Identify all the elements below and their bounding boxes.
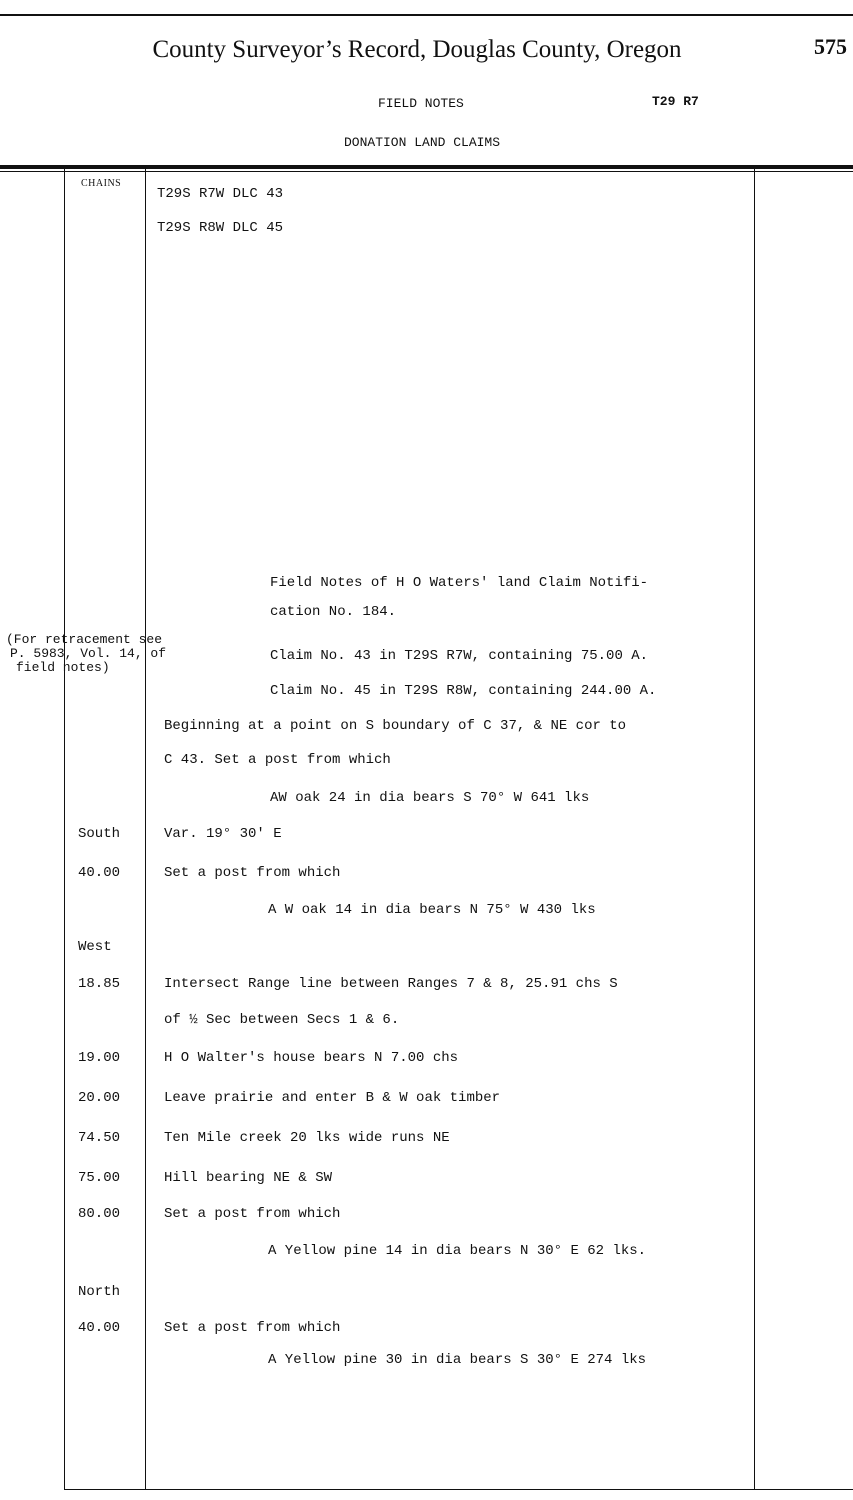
chain-value: 19.00 xyxy=(78,1050,121,1066)
record-title: County Surveyor’s Record, Douglas County, Oregon xyxy=(152,36,682,63)
entry-text: Leave prairie and enter B & W oak timber xyxy=(164,1090,501,1106)
bottom-border-line xyxy=(64,1489,853,1490)
entry-row xyxy=(0,1130,853,1154)
entry-row xyxy=(0,1090,853,1114)
margin-note-line: (For retracement see xyxy=(6,632,163,647)
entry-row xyxy=(0,1243,853,1267)
entry-row xyxy=(0,1284,853,1308)
entry-text: Var. 19° 30' E xyxy=(164,826,282,842)
entry-text: cation No. 184. xyxy=(270,604,397,620)
chain-value: 18.85 xyxy=(78,976,121,992)
entry-text: T29S R7W DLC 43 xyxy=(157,186,284,202)
margin-note-line: P. 5983, Vol. 14, of xyxy=(10,646,167,661)
entry-text: Set a post from which xyxy=(164,1206,341,1222)
entry-text: A Yellow pine 30 in dia bears S 30° E 274 lks xyxy=(268,1352,647,1368)
margin-note-line: field notes) xyxy=(16,660,110,675)
entry-row xyxy=(0,1050,853,1074)
entry-row xyxy=(0,1170,853,1194)
chain-value: 80.00 xyxy=(78,1206,121,1222)
entry-row xyxy=(0,683,853,707)
entry-text: Set a post from which xyxy=(164,1320,341,1336)
entry-text: Claim No. 43 in T29S R7W, containing 75.00 A. xyxy=(270,648,649,664)
chain-value: 20.00 xyxy=(78,1090,121,1106)
entry-text: T29S R8W DLC 45 xyxy=(157,220,284,236)
entry-text: A W oak 14 in dia bears N 75° W 430 lks xyxy=(268,902,596,918)
entry-text: Intersect Range line between Ranges 7 & 8, 25.91 chs S xyxy=(164,976,618,992)
header-rule-line xyxy=(0,165,853,169)
header-rule-thin-line xyxy=(0,171,853,172)
entry-text: Beginning at a point on S boundary of C 37, & NE cor to xyxy=(164,718,627,734)
chains-column-header: CHAINS xyxy=(81,178,122,189)
entry-text: Hill bearing NE & SW xyxy=(164,1170,333,1186)
chain-value: 40.00 xyxy=(78,1320,121,1336)
entry-row xyxy=(0,976,853,1000)
entry-row xyxy=(0,1320,853,1344)
entry-row xyxy=(0,902,853,926)
top-border-line xyxy=(0,14,853,16)
entry-row xyxy=(0,1206,853,1230)
entry-row xyxy=(0,186,853,210)
page-number: 575 xyxy=(814,34,847,59)
entry-row xyxy=(0,790,853,814)
chain-value: North xyxy=(78,1284,121,1300)
chain-value: 74.50 xyxy=(78,1130,121,1146)
entry-text: AW oak 24 in dia bears S 70° W 641 lks xyxy=(270,790,590,806)
entry-text: Field Notes of H O Waters' land Claim Notifi- xyxy=(270,575,649,591)
chain-value: 40.00 xyxy=(78,865,121,881)
entry-text: Set a post from which xyxy=(164,865,341,881)
chain-value: South xyxy=(78,826,121,842)
entry-text: C 43. Set a post from which xyxy=(164,752,391,768)
section-title: DONATION LAND CLAIMS xyxy=(344,135,501,150)
entry-text: Claim No. 45 in T29S R8W, containing 244.00 A. xyxy=(270,683,657,699)
chain-value: West xyxy=(78,939,112,955)
entry-text: Ten Mile creek 20 lks wide runs NE xyxy=(164,1130,450,1146)
entry-row xyxy=(0,220,853,244)
entry-row xyxy=(0,718,853,742)
entry-text: of ½ Sec between Secs 1 & 6. xyxy=(164,1012,400,1028)
chain-value: 75.00 xyxy=(78,1170,121,1186)
entry-row xyxy=(0,575,853,599)
township-range-reference: T29 R7 xyxy=(652,94,699,109)
entry-row xyxy=(0,865,853,889)
field-notes-subtitle: FIELD NOTES xyxy=(378,96,464,111)
entry-row xyxy=(0,826,853,850)
retracement-margin-note xyxy=(6,633,166,675)
entry-row xyxy=(0,752,853,776)
entry-text: A Yellow pine 14 in dia bears N 30° E 62 lks. xyxy=(268,1243,647,1259)
entry-row xyxy=(0,1012,853,1036)
entry-row xyxy=(0,1352,853,1376)
entry-text: H O Walter's house bears N 7.00 chs xyxy=(164,1050,459,1066)
entry-row xyxy=(0,939,853,963)
entry-row xyxy=(0,604,853,628)
